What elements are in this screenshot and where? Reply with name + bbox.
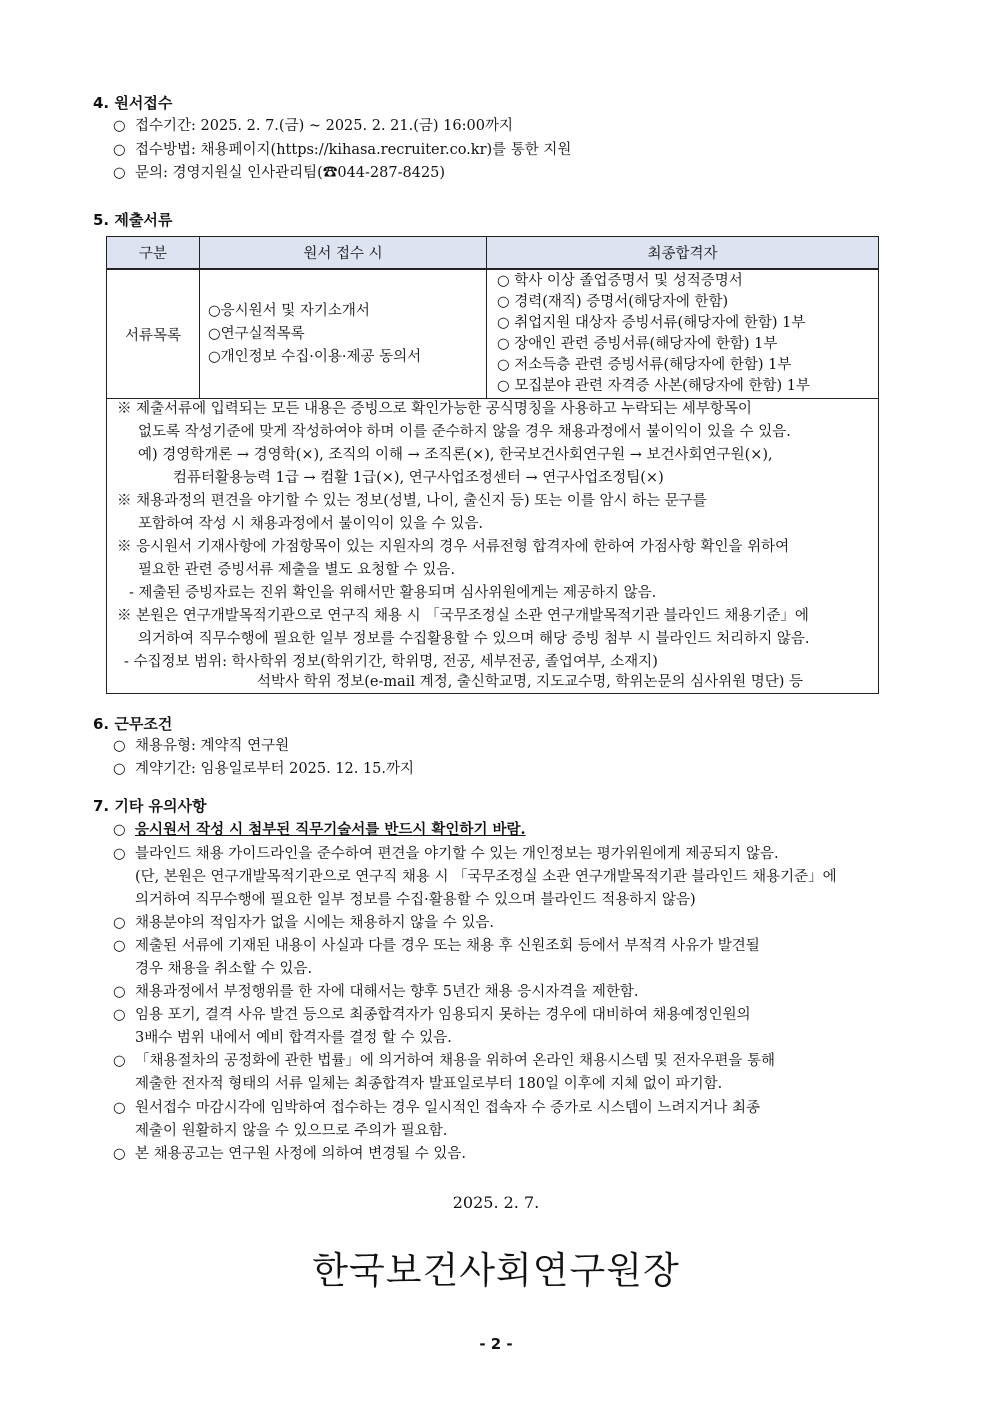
apply-docs-cell [200, 269, 487, 399]
sec7-continuation: 경우 채용을 취소할 수 있음. [135, 961, 313, 977]
note-line: 컴퓨터활용능력 1급 → 컴활 1급(×), 연구사업조정센터 → 연구사업조정팀(×) [173, 470, 664, 486]
sec6-item: ○ 계약기간: 임용일로부터 2025. 12. 15.까지 [113, 761, 415, 777]
note-line: - 수집정보 범위: 학사학위 정보(학위기간, 학위명, 전공, 세부전공, 졸업여부, 소재지) [124, 654, 658, 670]
section-6-title: 6. 근무조건 [93, 715, 173, 733]
final-doc: ○ 저소득층 관련 증빙서류(해당자에 한함) 1부 [497, 357, 792, 373]
issuer-signature: 한국보건사회연구원장 [312, 1249, 680, 1292]
page-number: - 2 - [479, 1335, 513, 1353]
final-doc: ○ 모집분야 관련 자격증 사본(해당자에 한함) 1부 [497, 378, 810, 394]
note-line: 필요한 관련 증빙서류 제출을 별도 요청할 수 있음. [138, 562, 456, 578]
sec7-continuation: (단, 본원은 연구개발목적기관으로 연구직 채용 시 「국무조정실 소관 연구개발목적기관 블라인드 채용기준」에 [135, 869, 837, 885]
col-header-category: 구분 [107, 237, 200, 270]
col-header-application: 원서 접수 시 [200, 237, 487, 270]
note-line: 의거하여 직무수행에 필요한 일부 정보를 수집활용할 수 있으며 해당 증빙 첨부 시 블라인드 처리하지 않음. [138, 631, 810, 647]
sec7-item: ○ 제출된 서류에 기재된 내용이 사실과 다를 경우 또는 채용 후 신원조회 등에서 부적격 사유가 발견될 [113, 938, 760, 954]
sec7-continuation: 제출한 전자적 형태의 서류 일체는 최종합격자 발표일로부터 180일 이후에 지체 없이 파기함. [135, 1076, 723, 1092]
final-doc: ○ 학사 이상 졸업증명서 및 성적증명서 [497, 273, 743, 289]
note-line: 없도록 작성기준에 맞게 작성하여야 하며 이를 준수하지 않을 경우 채용과정에서 불이익이 있을 수 있음. [138, 424, 791, 440]
sec7-item: ○ 「채용절차의 공정화에 관한 법률」에 의거하여 채용을 위하여 온라인 채용시스템 및 전자우편을 통해 [113, 1053, 775, 1069]
section-7-title: 7. 기타 유의사항 [93, 797, 207, 815]
note-line: ※ 채용과정의 편견을 야기할 수 있는 정보(성별, 나이, 출신지 등) 또는 이를 암시 하는 문구를 [117, 493, 707, 509]
sec7-continuation: 의거하여 직무수행에 필요한 일부 정보를 수집·활용할 수 있으며 블라인드 적용하지 않음) [135, 892, 696, 908]
sec7-continuation: 제출이 원활하지 않을 수 있으므로 주의가 필요함. [135, 1123, 448, 1139]
col-header-final: 최종합격자 [487, 237, 879, 270]
sec7-item: ○ 원서접수 마감시각에 임박하여 접수하는 경우 일시적인 접속자 수 증가로 시스템이 느려지거나 최종 [113, 1100, 760, 1116]
sec7-item: ○ 블라인드 채용 가이드라인을 준수하여 편견을 야기할 수 있는 개인정보는 평가위원에게 제공되지 않음. [113, 846, 779, 862]
final-docs-cell [487, 269, 879, 399]
announcement-date: 2025. 2. 7. [452, 1193, 540, 1212]
final-doc: ○ 장애인 관련 증빙서류(해당자에 한함) 1부 [497, 336, 778, 352]
apply-doc: ○개인정보 수집·이용·제공 동의서 [208, 348, 422, 365]
sec7-item: ○ 채용분야의 적임자가 없을 시에는 채용하지 않을 수 있음. [113, 915, 495, 931]
note-line: 석박사 학위 정보(e-mail 계정, 출신학교명, 지도교수명, 학위논문의 심사위원 명단) 등 [257, 674, 803, 690]
table-notes [106, 396, 879, 694]
apply-doc: ○응시원서 및 자기소개서 [208, 302, 370, 319]
row-label: 서류목록 [107, 269, 200, 399]
note-line: ※ 응시원서 기재사항에 가점항목이 있는 지원자의 경우 서류전형 합격자에 한하여 가점사항 확인을 위하여 [117, 539, 790, 555]
final-doc: ○ 경력(재직) 증명서(해당자에 한함) [497, 294, 729, 310]
sec6-item: ○ 채용유형: 계약직 연구원 [113, 738, 290, 754]
note-line: ※ 본원은 연구개발목적기관으로 연구직 채용 시 「국무조정실 소관 연구개발목적기관 블라인드 채용기준」에 [117, 608, 809, 624]
sec7-item: ○ 응시원서 작성 시 첨부된 직무기술서를 반드시 확인하기 바람. [113, 821, 526, 838]
apply-doc: ○연구실적목록 [208, 325, 305, 342]
sec4-item: ○ 접수방법: 채용페이지(https://kihasa.recruiter.co.kr)를 통한 지원 [113, 142, 572, 158]
section-4-title: 4. 원서접수 [93, 94, 173, 112]
documents-table [106, 236, 879, 399]
sec7-continuation: 3배수 범위 내에서 예비 합격자를 결정 할 수 있음. [135, 1030, 452, 1046]
sec4-item: ○ 접수기간: 2025. 2. 7.(금) ~ 2025. 2. 21.(금) 16:00까지 [113, 118, 513, 134]
sec7-item: ○ 본 채용공고는 연구원 사정에 의하여 변경될 수 있음. [113, 1146, 467, 1162]
sec4-item: ○ 문의: 경영지원실 인사관리팀(☎044-287-8425) [113, 165, 446, 181]
note-line: - 제출된 증빙자료는 진위 확인을 위해서만 활용되며 심사위원에게는 제공하지 않음. [129, 585, 657, 601]
sec7-item: ○ 임용 포기, 결격 사유 발견 등으로 최종합격자가 임용되지 못하는 경우에 대비하여 채용예정인원의 [113, 1007, 751, 1023]
sec7-item: ○ 채용과정에서 부정행위를 한 자에 대해서는 향후 5년간 채용 응시자격을 제한함. [113, 984, 639, 1000]
note-line: 예) 경영학개론 → 경영학(×), 조직의 이해 → 조직론(×), 한국보건사회연구원 → 보건사회연구원(×), [138, 447, 773, 463]
note-line: ※ 제출서류에 입력되는 모든 내용은 증빙으로 확인가능한 공식명칭을 사용하고 누락되는 세부항목이 [117, 401, 752, 417]
section-5-title: 5. 제출서류 [93, 211, 173, 229]
final-doc: ○ 취업지원 대상자 증빙서류(해당자에 한함) 1부 [497, 315, 806, 331]
note-line: 포함하여 작성 시 채용과정에서 불이익이 있을 수 있음. [138, 516, 484, 532]
